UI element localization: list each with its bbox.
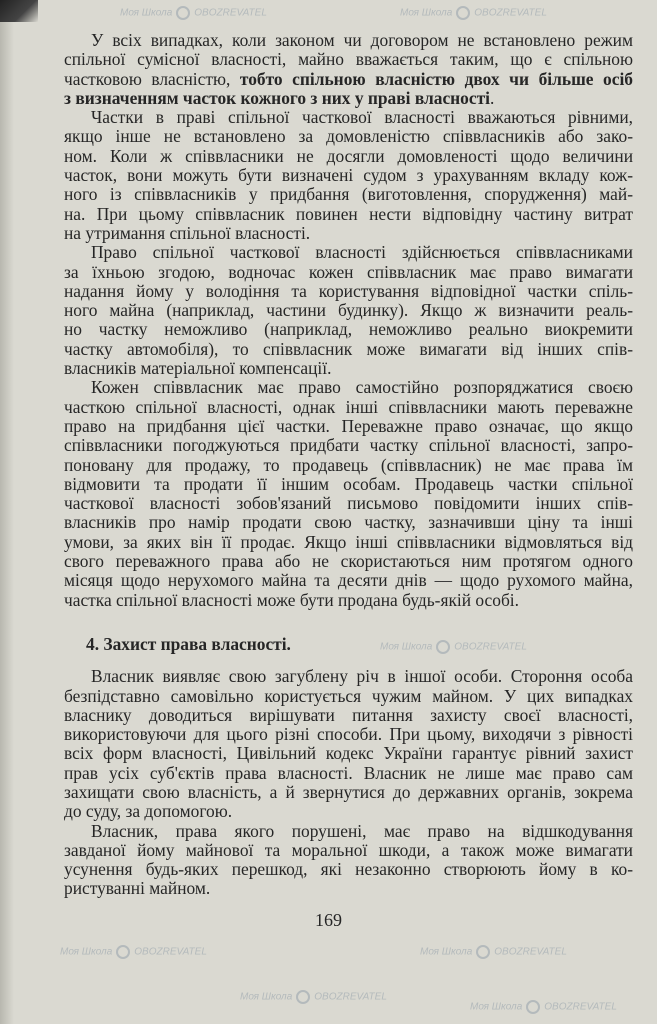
text-span: часток, вони можуть бути визначені судом з урахуванням вкладу кож- [64, 165, 633, 186]
text-line [64, 147, 633, 166]
text-line [64, 243, 633, 262]
text-span: частка спільної власності може бути продана будь-якій особі. [64, 589, 519, 610]
text-span: спільної сумісної власності, майно вважається таким, що є спільною [64, 49, 633, 70]
text-line [64, 879, 633, 898]
watermark-school: Моя Школа [470, 1001, 523, 1013]
text-line [64, 475, 633, 494]
paragraph [64, 108, 633, 243]
text-line [64, 50, 633, 69]
text-span: відмовити та продати її іншим особам. Продавець частки спільної [64, 473, 633, 494]
text-span: якщо інше не встановлено за домовленістю співвласників або зако- [64, 126, 633, 147]
text-line [64, 127, 633, 146]
watermark-school: Моя Школа [380, 641, 433, 653]
text-line [64, 301, 633, 320]
paragraph [64, 378, 633, 610]
text-span: за їхньою згодою, водночас кожен співвласник має право вимагати [64, 261, 633, 282]
text-line [64, 456, 633, 475]
text-span: власників про намір продати свою частку, зазначивши ціну та інші [64, 512, 633, 533]
text-span: безпідставно самовільно користується чужим майном. У цих випадках [64, 685, 633, 706]
text-span: усунення будь-яких перешкод, які незаконно створюють йому в ко- [64, 859, 633, 880]
watermark-logo-icon [476, 945, 490, 959]
bold-text: тобто спільною власністю двох чи більше осіб [239, 68, 633, 89]
watermark-brand: OBOZREVATEL [314, 991, 387, 1003]
text-line [64, 687, 633, 706]
text-span: ного із співвласників у придбання (виготовлення, спорудження) май- [64, 184, 633, 205]
text-line [64, 552, 633, 571]
text-span: У всіх випадках, коли законом чи договором не встановлено режим [91, 30, 633, 50]
scan-corner [0, 0, 38, 22]
text-line [64, 398, 633, 417]
text-span: Право спільної часткової власності здійснюється співвласниками [91, 242, 633, 263]
text-line [64, 494, 633, 513]
text-span: всіх форм власності, Цивільний кодекс України гарантує рівний захист [64, 743, 633, 764]
watermark [240, 990, 387, 1005]
watermark-logo-icon [296, 990, 310, 1004]
watermark-school: Моя Школа [400, 7, 453, 19]
text-line [64, 764, 633, 783]
text-line [64, 89, 633, 108]
text-span: ного майна (наприклад, частини будинку). Якщо ж визначити реаль- [64, 300, 633, 321]
text-block-2 [64, 667, 633, 899]
watermark [470, 1000, 617, 1015]
text-span: поновану для продажу, то продавець (співвласник) не має права їм [64, 454, 633, 475]
text-span: на. При цьому співвласник повинен нести відповідну частину витрат [64, 203, 633, 224]
text-line [64, 706, 633, 725]
text-span: Кожен співвласник має право самостійно розпоряджатися своєю [91, 377, 633, 398]
text-span: часткової власності зобов'язаний письмово повідомити інших спів- [64, 493, 633, 514]
watermark [120, 6, 267, 21]
text-line [64, 224, 633, 243]
text-line [64, 108, 633, 127]
text-line [64, 783, 633, 802]
watermark-school: Моя Школа [420, 946, 473, 958]
page-number: 169 [315, 910, 342, 930]
text-line [64, 205, 633, 224]
text-span: захищати свою власність, а й звернутися до державних органів, зокрема [64, 781, 633, 802]
watermark-brand: OBOZREVATEL [134, 946, 207, 958]
section-heading: 4. Захист права власності. [86, 633, 291, 654]
text-line [64, 70, 633, 89]
watermark [400, 6, 547, 21]
text-line [64, 533, 633, 552]
text-span: Частки в праві спільної часткової власності вважаються рівними, [91, 107, 633, 128]
text-span: місяця щодо нерухомого майна та десяти днів — щодо рухомого майна, [64, 570, 633, 591]
watermark-logo-icon [456, 6, 470, 20]
text-line [64, 417, 633, 436]
text-line [64, 860, 633, 879]
watermark-brand: OBOZREVATEL [494, 946, 567, 958]
text-span: прав усіх суб'єктів права власності. Власник не лише має право сам [64, 762, 633, 783]
watermark-brand: OBOZREVATEL [474, 7, 547, 19]
paragraph [64, 667, 633, 821]
watermark-school: Моя Школа [120, 7, 173, 19]
watermark-school: Моя Школа [60, 946, 113, 958]
text-line [64, 359, 633, 378]
watermark [420, 945, 567, 960]
text-span: часткою спільної власності, однак інші співвласники мають переважне [64, 396, 633, 417]
text-span: власників матеріальної компенсації. [64, 358, 332, 379]
bold-text: з визначенням часток кожного з них у праві власності [64, 87, 490, 108]
text-span: право на придбання цієї частки. Переважне право означає, що якщо [64, 415, 633, 436]
text-span: співвласники погоджуються придбати частку спільної власності, запро- [64, 435, 633, 456]
text-line [64, 320, 633, 339]
text-span: використовуючи для цього різні способи. При цьому, виходячи з рівності [64, 724, 633, 745]
text-line [64, 591, 633, 610]
text-line [64, 841, 633, 860]
watermark-brand: OBOZREVATEL [194, 7, 267, 19]
watermark-school: Моя Школа [240, 991, 293, 1003]
text-line [64, 802, 633, 821]
text-line [64, 185, 633, 204]
text-span: частковою власністю, [64, 68, 240, 89]
text-span: завданої йому майнової та моральної шкоди, а також може вимагати [64, 839, 633, 860]
watermark-logo-icon [116, 945, 130, 959]
text-span: до суду, за допомогою. [64, 801, 233, 822]
text-span: Власник виявляє свою загублену річ в іншої особи. Стороння особа [91, 666, 633, 687]
text-line [64, 166, 633, 185]
text-span: ном. Коли ж співвласники не досягли домовленості щодо величини [64, 145, 633, 166]
watermark-logo-icon [176, 6, 190, 20]
watermark [60, 945, 207, 960]
text-span: . [489, 87, 495, 108]
watermark-brand: OBOZREVATEL [544, 1001, 617, 1013]
watermark-logo-icon [526, 1000, 540, 1014]
text-span: умови, за яких він її продає. Якщо інші співвласники відмовляться від [64, 531, 633, 552]
text-span: Власник, права якого порушені, має право на відшкодування [91, 820, 633, 841]
text-line [64, 282, 633, 301]
text-line [64, 667, 633, 686]
text-line [64, 744, 633, 763]
text-span: частку автомобіля), то співвласник може вимагати від інших спів- [64, 338, 633, 359]
text-block-1 [64, 31, 633, 610]
text-line [64, 822, 633, 841]
text-span: но частку неможливо (наприклад, неможливо реально виокремити [64, 319, 633, 340]
text-line [64, 725, 633, 744]
text-line [64, 31, 633, 50]
page-edge-shadow [0, 0, 14, 1024]
text-line [64, 263, 633, 282]
text-line [64, 340, 633, 359]
page-body [64, 31, 633, 899]
text-span: на утримання спільної власності. [64, 222, 311, 243]
text-line [64, 378, 633, 397]
text-span: надання йому у володіння та користування відповідної частки спіль- [64, 280, 633, 301]
watermark-brand: OBOZREVATEL [454, 641, 527, 653]
text-line [64, 513, 633, 532]
text-span: ристуванні майном. [64, 878, 211, 899]
text-span: свого переважного права або не скористаються ним протягом одного [64, 551, 633, 572]
paragraph [64, 31, 633, 108]
paragraph [64, 822, 633, 899]
text-span: власнику доводиться вирішувати питання захисту своєї власності, [64, 704, 633, 725]
paragraph [64, 243, 633, 378]
text-line [64, 436, 633, 455]
text-line [64, 571, 633, 590]
